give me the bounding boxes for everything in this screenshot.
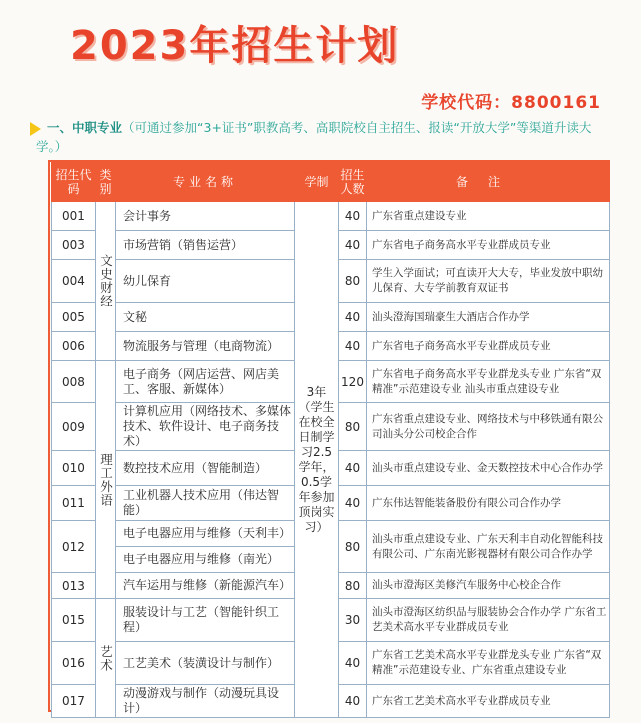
row-code: 003 xyxy=(52,231,96,260)
row-name: 服装设计与工艺（智能针织工程） xyxy=(116,599,295,642)
row-name: 工业机器人技术应用（伟达智能） xyxy=(116,486,295,521)
category-cell: 理工外语 xyxy=(96,361,116,599)
header-name: 专业名称 xyxy=(116,163,295,202)
row-count: 40 xyxy=(339,685,367,718)
row-count: 40 xyxy=(339,231,367,260)
row-name: 电子电器应用与维修（南光） xyxy=(116,547,295,573)
category-cell: 文史财经 xyxy=(96,202,116,361)
row-count: 40 xyxy=(339,642,367,685)
row-code: 004 xyxy=(52,260,96,303)
row-code: 012 xyxy=(52,521,96,573)
header-duration: 学制 xyxy=(295,163,339,202)
row-name: 市场营销（销售运营） xyxy=(116,231,295,260)
row-count: 40 xyxy=(339,202,367,231)
row-note: 广东省重点建设专业、网络技术与中移铁通有限公司汕头分公司校企合作 xyxy=(367,403,610,451)
section-heading: 一、中职专业 xyxy=(47,120,123,135)
row-name: 数控技术应用（智能制造） xyxy=(116,451,295,486)
table-row xyxy=(52,202,610,231)
row-name: 计算机应用（网络技术、多媒体技术、软件设计、电子商务技术） xyxy=(116,403,295,451)
row-note: 广东省工艺美术高水平专业群成员专业 xyxy=(367,685,610,718)
duration-cell: 3年（学生在校全日制学习2.5学年，0.5学年参加顶岗实习） xyxy=(295,202,339,718)
row-name: 电子商务（网店运营、网店美工、客服、新媒体） xyxy=(116,361,295,403)
row-note: 广东省重点建设专业 xyxy=(367,202,610,231)
header-count: 招生人数 xyxy=(339,163,367,202)
row-code: 015 xyxy=(52,599,96,642)
row-name: 动漫游戏与制作（动漫玩具设计） xyxy=(116,685,295,718)
row-note: 广东省工艺美术高水平专业群龙头专业 广东省“双精准”示范建设专业、广东省重点建设专业 xyxy=(367,642,610,685)
row-code: 001 xyxy=(52,202,96,231)
row-count: 40 xyxy=(339,451,367,486)
row-code: 016 xyxy=(52,642,96,685)
category-cell: 艺术 xyxy=(96,599,116,718)
row-code: 017 xyxy=(52,685,96,718)
row-count: 40 xyxy=(339,486,367,521)
row-code: 011 xyxy=(52,486,96,521)
row-note: 广东省电子商务高水平专业群龙头专业 广东省“双精准”示范建设专业 汕头市重点建设专业 xyxy=(367,361,610,403)
row-count: 40 xyxy=(339,332,367,361)
row-code: 005 xyxy=(52,303,96,332)
row-name: 幼儿保育 xyxy=(116,260,295,303)
row-count: 80 xyxy=(339,260,367,303)
section-detail: （可通过参加“3+证书”职教高考、高职院校自主招生、报读“开放大学”等渠道升读大学。） xyxy=(36,120,592,154)
row-note: 汕头市重点建设专业、广东天利丰自动化智能科技有限公司、广东南光影视器材有限公司合作办学 xyxy=(367,521,610,573)
row-code: 006 xyxy=(52,332,96,361)
row-note: 广东省电子商务高水平专业群成员专业 xyxy=(367,231,610,260)
row-name: 工艺美术（装潢设计与制作） xyxy=(116,642,295,685)
row-note: 广东伟达智能装备股份有限公司合作办学 xyxy=(367,486,610,521)
row-note: 汕头市重点建设专业、金天数控技术中心合作办学 xyxy=(367,451,610,486)
enrollment-table xyxy=(51,162,610,718)
row-count: 120 xyxy=(339,361,367,403)
school-code: 学校代码：8800161 xyxy=(421,93,601,113)
row-name: 汽车运用与维修（新能源汽车） xyxy=(116,573,295,599)
row-count: 40 xyxy=(339,303,367,332)
row-note: 广东省电子商务高水平专业群成员专业 xyxy=(367,332,610,361)
header-code: 招生代码 xyxy=(52,163,96,202)
row-count: 80 xyxy=(339,573,367,599)
row-note: 汕头市澄海区美修汽车服务中心校企合作 xyxy=(367,573,610,599)
row-code: 013 xyxy=(52,573,96,599)
row-note: 学生入学面试；可直读开大大专，毕业发放中职幼儿保育、大专学前教育双证书 xyxy=(367,260,610,303)
row-name: 电子电器应用与维修（天利丰） xyxy=(116,521,295,547)
row-count: 30 xyxy=(339,599,367,642)
row-note: 汕头澄海国瑞豪生大酒店合作办学 xyxy=(367,303,610,332)
page-title: 2023年招生计划 xyxy=(70,23,400,69)
header-category: 类别 xyxy=(96,163,116,202)
header-note: 备注 xyxy=(367,163,610,202)
row-code: 008 xyxy=(52,361,96,403)
row-code: 010 xyxy=(52,451,96,486)
table-header-row xyxy=(52,163,610,202)
row-note: 汕头市澄海区纺织品与服装协会合作办学 广东省工艺美术高水平专业群成员专业 xyxy=(367,599,610,642)
row-name: 会计事务 xyxy=(116,202,295,231)
section-intro xyxy=(36,118,616,156)
row-code: 009 xyxy=(52,403,96,451)
row-count: 80 xyxy=(339,403,367,451)
row-count: 80 xyxy=(339,521,367,573)
row-name: 文秘 xyxy=(116,303,295,332)
row-name: 物流服务与管理（电商物流） xyxy=(116,332,295,361)
arrow-icon xyxy=(30,122,41,136)
